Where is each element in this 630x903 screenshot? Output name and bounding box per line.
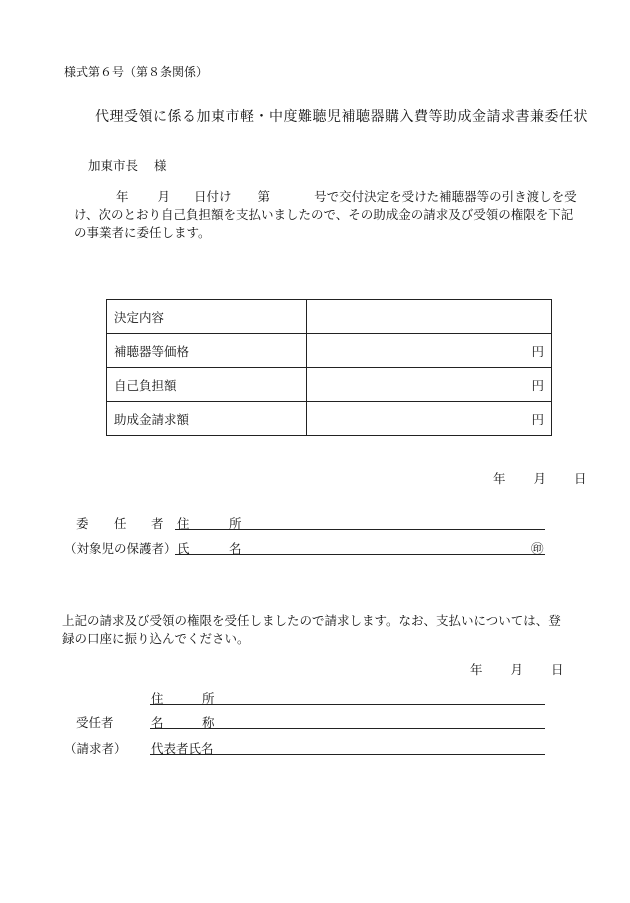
table-row (107, 368, 552, 402)
delegator-address-field[interactable] (175, 513, 545, 530)
row-label-self-pay: 自己負担額 (107, 368, 307, 402)
delegator-address-label-1: 住 (177, 516, 190, 531)
delegator-name-field[interactable] (175, 538, 545, 555)
date-month: 月 (510, 662, 524, 677)
delegator-role-char-1: 委 (76, 516, 89, 531)
row-label-price: 補聴器等価格 (107, 334, 307, 368)
document-title: 代理受領に係る加東市軽・中度難聴児補聴器購入費等助成金請求書兼委任状 (95, 109, 588, 125)
delegator-sub-role: （対象児の保護者） (64, 541, 177, 556)
delegatee-address-field[interactable] (150, 688, 545, 705)
addressee-honorific: 様 (154, 158, 167, 173)
date-year: 年 (470, 662, 483, 677)
date-line-2 (470, 660, 564, 678)
row-value-price[interactable]: 円 (307, 334, 552, 368)
intro-number-prefix: 第 (257, 189, 271, 204)
date-line-1 (493, 469, 587, 487)
date-month: 月 (533, 471, 547, 486)
intro-line-1-rest: 号で交付決定を受けた補聴器等の引き渡しを受 (314, 189, 577, 204)
table-row (107, 402, 552, 436)
delegator-address-label-2: 所 (229, 516, 242, 531)
delegatee-name-label-2: 称 (202, 715, 215, 730)
date-year: 年 (493, 471, 506, 486)
seal-mark: ㊞ (531, 541, 544, 556)
intro-day-label: 日付け (194, 189, 232, 204)
intro-line-3: の事業者に委任します。 (74, 225, 211, 240)
date-day: 日 (551, 662, 564, 677)
table-row (107, 300, 552, 334)
delegatee-address-label-1: 住 (151, 691, 164, 706)
intro-line-2: け、次のとおり自己負担額を支払いましたので、その助成金の請求及び受領の権限を下記 (74, 207, 574, 222)
intro-paragraph (74, 188, 586, 242)
delegatee-representative-label: 代表者氏名 (151, 741, 214, 756)
addressee (88, 156, 167, 174)
delegatee-sub-role: （請求者） (64, 741, 127, 756)
delegatee-name-label-1: 名 (151, 715, 164, 730)
amount-table (106, 299, 552, 436)
delegator-name-label-1: 氏 (177, 541, 190, 556)
delegatee-representative-field[interactable] (150, 738, 545, 755)
request-line-1: 上記の請求及び受領の権限を受任しましたので請求します。なお、支払いについては、登 (62, 613, 561, 628)
delegatee-address-label-2: 所 (202, 691, 215, 706)
intro-year-label: 年 (116, 189, 129, 204)
addressee-name: 加東市長 (88, 158, 139, 173)
date-day: 日 (574, 471, 587, 486)
row-label-subsidy: 助成金請求額 (107, 402, 307, 436)
delegator-role-char-3: 者 (151, 516, 164, 531)
row-value-decision[interactable] (307, 300, 552, 334)
row-value-subsidy[interactable]: 円 (307, 402, 552, 436)
request-line-2: 録の口座に振り込んでください。 (62, 631, 250, 646)
delegatee-role: 受任者 (76, 715, 114, 730)
intro-month-label: 月 (157, 189, 171, 204)
delegator-role-char-2: 任 (114, 516, 127, 531)
row-label-decision: 決定内容 (107, 300, 307, 334)
form-number: 様式第６号（第８条関係） (64, 65, 209, 79)
table-row (107, 334, 552, 368)
delegator-name-label-2: 名 (229, 541, 242, 556)
delegatee-name-field[interactable] (150, 712, 545, 729)
request-paragraph (62, 612, 582, 648)
intro-line-1 (74, 188, 586, 206)
row-value-self-pay[interactable]: 円 (307, 368, 552, 402)
